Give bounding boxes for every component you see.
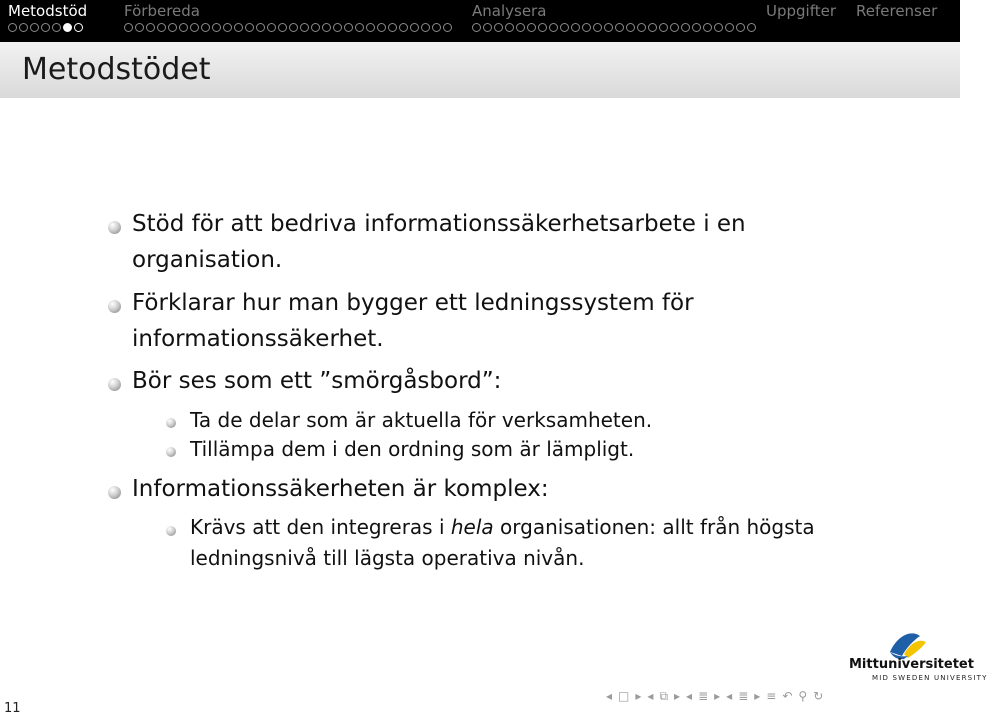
nav-frame-dot[interactable] xyxy=(179,23,188,32)
item-3-sub-2: Tillämpa dem i den ordning som är lämpligt. xyxy=(190,437,635,461)
nav-frame-dot[interactable] xyxy=(267,23,276,32)
nav-frame-dot[interactable] xyxy=(747,23,756,32)
search-icon[interactable]: ⚲ xyxy=(798,689,808,703)
nav-frame-dot[interactable] xyxy=(714,23,723,32)
item-4-sub-line-2: ledningsnivå till lägsta operativa nivån. xyxy=(190,546,585,570)
item-2-line-2: informationssäkerhet. xyxy=(132,326,384,352)
next-frame-icon[interactable]: ▸ xyxy=(674,689,681,703)
nav-frame-dot[interactable] xyxy=(212,23,221,32)
nav-frame-dot[interactable] xyxy=(736,23,745,32)
nav-frame-dot[interactable] xyxy=(289,23,298,32)
nav-frame-dot[interactable] xyxy=(725,23,734,32)
bullet-icon xyxy=(108,378,121,391)
nav-frame-dot[interactable] xyxy=(190,23,199,32)
sub-bullet-icon xyxy=(166,447,176,457)
prev-subsection-icon[interactable]: ◂ xyxy=(686,689,693,703)
nav-frame-dot[interactable] xyxy=(659,23,668,32)
prev-section-icon[interactable]: ◂ xyxy=(726,689,733,703)
nav-link-referenser[interactable]: Referenser xyxy=(856,2,938,20)
nav-frame-dot[interactable] xyxy=(52,23,61,32)
nav-link-uppgifter[interactable]: Uppgifter xyxy=(766,2,837,20)
nav-frame-dot[interactable] xyxy=(322,23,331,32)
nav-frame-dot[interactable] xyxy=(234,23,243,32)
nav-frame-dot[interactable] xyxy=(157,23,166,32)
nav-frame-dot[interactable] xyxy=(604,23,613,32)
nav-frame-dot[interactable] xyxy=(527,23,536,32)
nav-frame-dot[interactable] xyxy=(8,23,17,32)
nav-frame-dot[interactable] xyxy=(432,23,441,32)
frame-icon[interactable]: ⧉ xyxy=(659,688,669,703)
nav-link-analysera[interactable]: Analysera xyxy=(472,2,547,20)
item-4-sub-text-a: Krävs att den integreras i xyxy=(190,515,451,539)
university-name: Mittuniversitetet xyxy=(849,657,974,672)
nav-frame-dot[interactable] xyxy=(538,23,547,32)
bullet-icon xyxy=(108,486,121,499)
document-icon[interactable]: ≡ xyxy=(766,689,777,703)
nav-frame-dot[interactable] xyxy=(74,23,83,32)
nav-frame-dot[interactable] xyxy=(377,23,386,32)
item-3-sub-1: Ta de delar som är aktuella för verksamheten. xyxy=(190,408,653,432)
slide-title: Metodstödet xyxy=(22,52,211,87)
nav-frame-dot[interactable] xyxy=(421,23,430,32)
nav-frame-dot[interactable] xyxy=(410,23,419,32)
sub-bullet-icon xyxy=(166,418,176,428)
item-4-sub-line-1 xyxy=(190,515,815,539)
nav-frame-dot[interactable] xyxy=(582,23,591,32)
nav-frame-dot[interactable] xyxy=(366,23,375,32)
nav-frame-dot[interactable] xyxy=(256,23,265,32)
item-4-sub-text-b: organisationen: allt från högsta xyxy=(493,515,815,539)
bullet-icon xyxy=(108,300,121,313)
nav-frame-dot[interactable] xyxy=(681,23,690,32)
nav-link-forbereda[interactable]: Förbereda xyxy=(124,2,200,20)
section-icon[interactable]: ≣ xyxy=(738,689,749,703)
nav-frame-dot[interactable] xyxy=(19,23,28,32)
section-navigation-bar xyxy=(0,0,960,42)
nav-frame-dot[interactable] xyxy=(201,23,210,32)
nav-frame-dot[interactable] xyxy=(135,23,144,32)
nav-frame-dot[interactable] xyxy=(593,23,602,32)
zoom-icon[interactable]: ↻ xyxy=(813,689,824,703)
item-1-line-1: Stöd för att bedriva informationssäkerhetsarbete i en xyxy=(132,211,746,237)
nav-frame-dot[interactable] xyxy=(124,23,133,32)
nav-link-metodstod[interactable]: Metodstöd xyxy=(8,2,88,20)
next-section-icon[interactable]: ▸ xyxy=(754,689,761,703)
frame-title-bar xyxy=(0,42,960,98)
nav-frame-dot[interactable] xyxy=(483,23,492,32)
bullet-icon xyxy=(108,221,121,234)
next-subsection-icon[interactable]: ▸ xyxy=(714,689,721,703)
nav-frame-dot[interactable] xyxy=(41,23,50,32)
nav-frame-dot[interactable] xyxy=(615,23,624,32)
nav-frame-dot[interactable] xyxy=(648,23,657,32)
nav-frame-dot[interactable] xyxy=(560,23,569,32)
next-slide-icon[interactable]: ▸ xyxy=(635,689,642,703)
page-number: 11 xyxy=(4,701,21,716)
undo-icon[interactable]: ↶ xyxy=(782,689,793,703)
nav-frame-dot[interactable] xyxy=(223,23,232,32)
nav-frame-dot[interactable] xyxy=(146,23,155,32)
nav-frame-dot[interactable] xyxy=(168,23,177,32)
nav-frame-dot[interactable] xyxy=(692,23,701,32)
nav-frame-dot[interactable] xyxy=(703,23,712,32)
nav-frame-dot[interactable] xyxy=(626,23,635,32)
nav-frame-dot[interactable] xyxy=(571,23,580,32)
item-4-line-1: Informationssäkerheten är komplex: xyxy=(132,476,549,502)
prev-slide-icon[interactable]: ◂ xyxy=(606,689,613,703)
nav-frame-dot[interactable] xyxy=(245,23,254,32)
nav-dots-forbereda xyxy=(124,23,452,32)
nav-frame-dot[interactable] xyxy=(637,23,646,32)
nav-frame-dot[interactable] xyxy=(443,23,452,32)
item-1-line-2: organisation. xyxy=(132,247,283,273)
nav-dots-analysera xyxy=(472,23,756,32)
nav-frame-dot[interactable] xyxy=(388,23,397,32)
slide-icon[interactable]: □ xyxy=(618,689,630,703)
university-subtitle: MID SWEDEN UNIVERSITY xyxy=(872,674,988,682)
sub-bullet-icon xyxy=(166,526,176,536)
nav-frame-dot[interactable] xyxy=(505,23,514,32)
item-4-sub-emphasis: hela xyxy=(450,515,494,539)
prev-frame-icon[interactable]: ◂ xyxy=(647,689,654,703)
item-2-line-1: Förklarar hur man bygger ett ledningssystem för xyxy=(132,290,694,316)
nav-frame-dot[interactable] xyxy=(333,23,342,32)
nav-frame-dot[interactable] xyxy=(63,23,72,32)
nav-frame-dot[interactable] xyxy=(399,23,408,32)
subsection-icon[interactable]: ≣ xyxy=(698,689,709,703)
nav-frame-dot[interactable] xyxy=(494,23,503,32)
nav-frame-dot[interactable] xyxy=(278,23,287,32)
nav-dots-metodstod xyxy=(8,23,83,32)
item-3-line-1: Bör ses som ett ”smörgåsbord”: xyxy=(132,368,502,394)
nav-frame-dot[interactable] xyxy=(311,23,320,32)
nav-frame-dot[interactable] xyxy=(300,23,309,32)
nav-frame-dot[interactable] xyxy=(516,23,525,32)
nav-frame-dot[interactable] xyxy=(30,23,39,32)
nav-frame-dot[interactable] xyxy=(549,23,558,32)
nav-frame-dot[interactable] xyxy=(670,23,679,32)
beamer-navigation-symbols xyxy=(606,688,823,704)
nav-frame-dot[interactable] xyxy=(472,23,481,32)
nav-frame-dot[interactable] xyxy=(355,23,364,32)
nav-frame-dot[interactable] xyxy=(344,23,353,32)
